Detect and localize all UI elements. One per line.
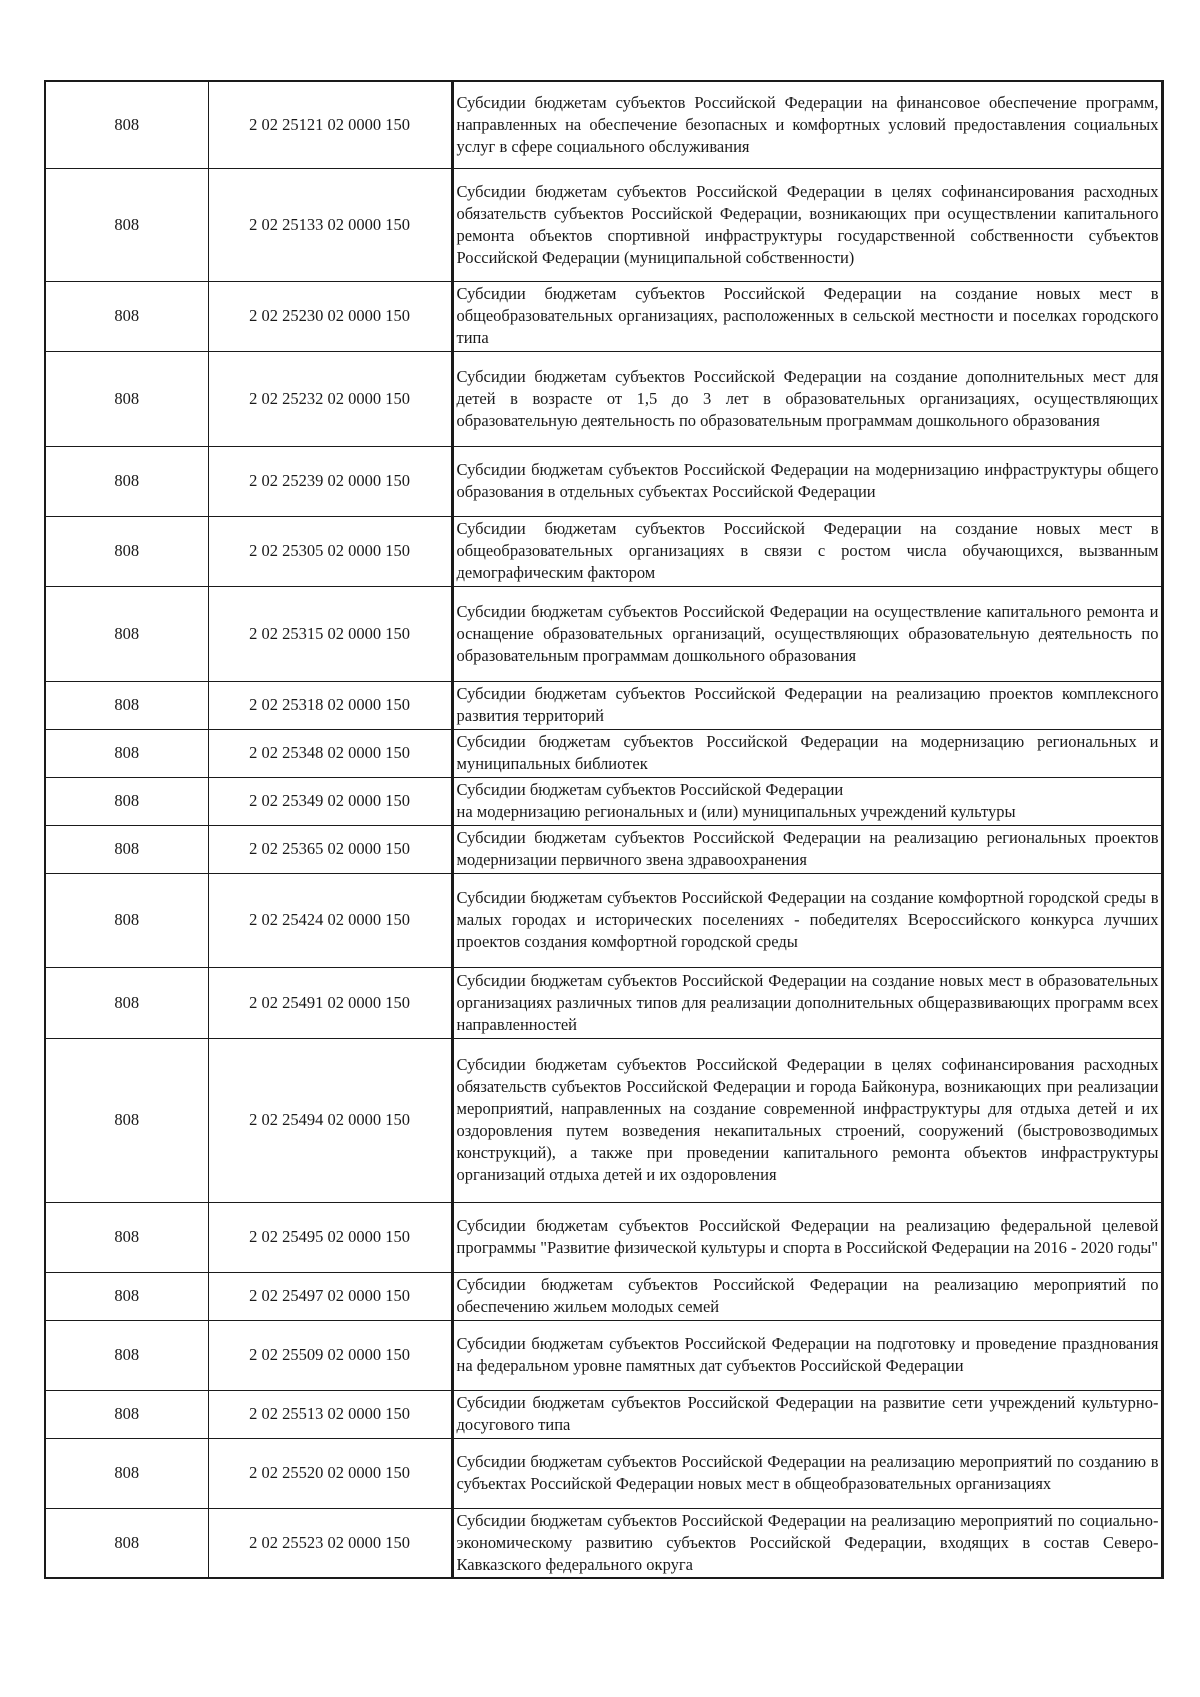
revenue-codes-table [44,80,1164,1579]
budget-code-cell: 2 02 25305 02 0000 150 [208,516,452,586]
budget-code-cell: 2 02 25520 02 0000 150 [208,1438,452,1508]
admin-code-cell: 808 [45,1038,208,1202]
admin-code-cell: 808 [45,967,208,1038]
description-cell [452,777,1162,825]
admin-code-cell: 808 [45,1390,208,1438]
budget-code-cell: 2 02 25121 02 0000 150 [208,81,452,168]
budget-code-cell: 2 02 25513 02 0000 150 [208,1390,452,1438]
admin-code-cell: 808 [45,729,208,777]
budget-code-cell: 2 02 25497 02 0000 150 [208,1272,452,1320]
budget-code-cell: 2 02 25424 02 0000 150 [208,873,452,967]
description-cell: Субсидии бюджетам субъектов Российской Федерации на модернизацию региональных и муниципальных библиотек [452,729,1162,777]
admin-code-cell: 808 [45,1438,208,1508]
description-cell: Субсидии бюджетам субъектов Российской Федерации на подготовку и проведение празднования на федеральном уровне памятных дат субъектов Российской Федерации [452,1320,1162,1390]
table-row [45,873,1162,967]
description-cell: Субсидии бюджетам субъектов Российской Федерации в целях софинансирования расходных обязательств субъектов Российской Федерации, возникающих при осуществлении капитального ремонта объектов спортивной инфраструктуры государственной собственности субъектов Российской Федерации (муниципальной собственности) [452,168,1162,281]
table-row [45,1438,1162,1508]
table-row [45,516,1162,586]
admin-code-cell: 808 [45,825,208,873]
description-cell: Субсидии бюджетам субъектов Российской Федерации на создание комфортной городской среды в малых городах и исторических поселениях - победителях Всероссийского конкурса лучших проектов создания комфортной городской среды [452,873,1162,967]
description-cell: Субсидии бюджетам субъектов Российской Федерации на реализацию региональных проектов модернизации первичного звена здравоохранения [452,825,1162,873]
admin-code-cell: 808 [45,1508,208,1578]
description-cell: Субсидии бюджетам субъектов Российской Федерации на осуществление капитального ремонта и оснащение образовательных организаций, осуществляющих образовательную деятельность по образовательным программам дошкольного образования [452,586,1162,681]
budget-code-cell: 2 02 25239 02 0000 150 [208,446,452,516]
budget-code-cell: 2 02 25230 02 0000 150 [208,281,452,351]
budget-code-cell: 2 02 25523 02 0000 150 [208,1508,452,1578]
description-cell: Субсидии бюджетам субъектов Российской Федерации на создание новых мест в образовательных организациях различных типов для реализации дополнительных общеразвивающих программ всех направленностей [452,967,1162,1038]
description-cell: Субсидии бюджетам субъектов Российской Федерации на реализацию мероприятий по обеспечению жильем молодых семей [452,1272,1162,1320]
description-cell: Субсидии бюджетам субъектов Российской Федерации на развитие сети учреждений культурно-досугового типа [452,1390,1162,1438]
budget-code-cell: 2 02 25315 02 0000 150 [208,586,452,681]
description-cell: Субсидии бюджетам субъектов Российской Федерации в целях софинансирования расходных обязательств субъектов Российской Федерации и города Байконура, возникающих при реализации мероприятий, направленных на создание современной инфраструктуры для отдыха детей и их оздоровления путем возведения некапитальных строений, сооружений (быстровозводимых конструкций), а также при проведении капитального ремонта объектов инфраструктуры организаций отдыха детей и их оздоровления [452,1038,1162,1202]
table-body [45,81,1162,1578]
table-row [45,168,1162,281]
budget-code-cell: 2 02 25318 02 0000 150 [208,681,452,729]
admin-code-cell: 808 [45,873,208,967]
budget-code-cell: 2 02 25365 02 0000 150 [208,825,452,873]
budget-code-cell: 2 02 25494 02 0000 150 [208,1038,452,1202]
table-row [45,81,1162,168]
budget-code-cell: 2 02 25349 02 0000 150 [208,777,452,825]
description-cell: Субсидии бюджетам субъектов Российской Федерации на создание новых мест в общеобразовательных организациях, расположенных в сельской местности и поселках городского типа [452,281,1162,351]
admin-code-cell: 808 [45,446,208,516]
description-cell: Субсидии бюджетам субъектов Российской Федерации на реализацию федеральной целевой программы "Развитие физической культуры и спорта в Российской Федерации на 2016 - 2020 годы" [452,1202,1162,1272]
budget-code-cell: 2 02 25509 02 0000 150 [208,1320,452,1390]
admin-code-cell: 808 [45,1272,208,1320]
budget-code-cell: 2 02 25491 02 0000 150 [208,967,452,1038]
table-row [45,681,1162,729]
budget-code-cell: 2 02 25495 02 0000 150 [208,1202,452,1272]
description-cell: Субсидии бюджетам субъектов Российской Федерации на модернизацию инфраструктуры общего образования в отдельных субъектах Российской Федерации [452,446,1162,516]
table-row [45,1272,1162,1320]
table-row [45,825,1162,873]
table-row [45,777,1162,825]
admin-code-cell: 808 [45,516,208,586]
budget-code-cell: 2 02 25232 02 0000 150 [208,351,452,446]
description-cell: Субсидии бюджетам субъектов Российской Федерации на создание дополнительных мест для детей в возрасте от 1,5 до 3 лет в образовательных организациях, осуществляющих образовательную деятельность по образовательным программам дошкольного образования [452,351,1162,446]
description-line: Субсидии бюджетам субъектов Российской Федерации [456,780,844,799]
admin-code-cell: 808 [45,81,208,168]
admin-code-cell: 808 [45,1202,208,1272]
admin-code-cell: 808 [45,351,208,446]
admin-code-cell: 808 [45,168,208,281]
table-row [45,1320,1162,1390]
table-row [45,1038,1162,1202]
table-row [45,351,1162,446]
table-row [45,446,1162,516]
table-row [45,967,1162,1038]
description-cell: Субсидии бюджетам субъектов Российской Федерации на реализацию проектов комплексного развития территорий [452,681,1162,729]
budget-code-cell: 2 02 25348 02 0000 150 [208,729,452,777]
admin-code-cell: 808 [45,586,208,681]
admin-code-cell: 808 [45,681,208,729]
table-row [45,729,1162,777]
description-cell: Субсидии бюджетам субъектов Российской Федерации на реализацию мероприятий по социально-экономическому развитию субъектов Российской Федерации, входящих в состав Северо-Кавказского федерального округа [452,1508,1162,1578]
description-cell: Субсидии бюджетам субъектов Российской Федерации на финансовое обеспечение программ, направленных на обеспечение безопасных и комфортных условий предоставления социальных услуг в сфере социального обслуживания [452,81,1162,168]
admin-code-cell: 808 [45,281,208,351]
budget-code-cell: 2 02 25133 02 0000 150 [208,168,452,281]
table-row [45,1508,1162,1578]
description-line: на модернизацию региональных и (или) муниципальных учреждений культуры [456,802,1016,821]
table-row [45,1390,1162,1438]
description-cell: Субсидии бюджетам субъектов Российской Федерации на создание новых мест в общеобразовательных организациях в связи с ростом числа обучающихся, вызванным демографическим фактором [452,516,1162,586]
table-row [45,1202,1162,1272]
table-row [45,586,1162,681]
table-row [45,281,1162,351]
admin-code-cell: 808 [45,1320,208,1390]
admin-code-cell: 808 [45,777,208,825]
description-cell: Субсидии бюджетам субъектов Российской Федерации на реализацию мероприятий по созданию в субъектах Российской Федерации новых мест в общеобразовательных организациях [452,1438,1162,1508]
